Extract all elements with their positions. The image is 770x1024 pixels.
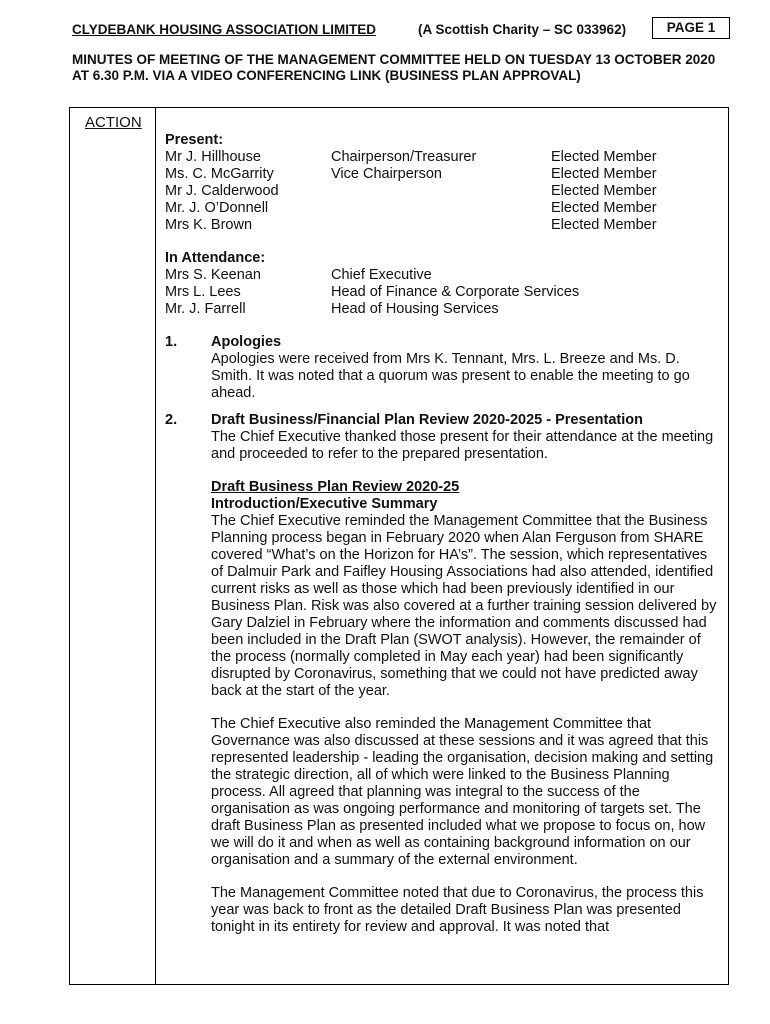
section-subheading: Introduction/Executive Summary xyxy=(211,496,438,512)
action-column-label: ACTION xyxy=(85,114,142,131)
section-heading: Draft Business Plan Review 2020-25 xyxy=(211,479,460,495)
present-row: Mr J. Hillhouse Chairperson/Treasurer Elected Member xyxy=(165,149,657,165)
item-heading: Apologies xyxy=(211,334,282,350)
section-paragraph: The Chief Executive also reminded the Management Committee that Governance was also discussed at these sessions and it was agreed that this represented leadership - leading the organisation, decision making and setting the strategic direction, all of which were linked to the Business Planning process. All agreed that planning was integral to the success of the organisation as was ongoing performance and monitoring of targets set. The draft Business Plan as presented included what we propose to focus on, how we will do it and when as well as containing background information on our organisation and a summary of the external environment. xyxy=(211,716,714,868)
agenda-item-1: 1. Apologies Apologies were received from Mrs K. Tennant, Mrs. L. Breeze and Ms. D. Smith. It was noted that a quorum was present to enable the meeting to go ahead. xyxy=(165,334,717,402)
present-heading: Present: xyxy=(165,132,224,148)
attendance-row: Mrs L. Lees Head of Finance & Corporate Services xyxy=(165,284,580,300)
section-paragraph: The Management Committee noted that due to Coronavirus, the process this year was back to front as the detailed Draft Business Plan was presented tonight in its entirety for review and approval. It was noted that xyxy=(211,885,704,935)
action-column-divider xyxy=(155,108,156,984)
document-header xyxy=(72,22,627,37)
minutes-frame xyxy=(69,107,729,985)
present-row: Mr. J. O’Donnell Elected Member xyxy=(165,200,657,216)
attendance-row: Mrs S. Keenan Chief Executive xyxy=(165,267,432,283)
page-number-box: PAGE 1 xyxy=(652,17,730,39)
minutes-body xyxy=(165,132,717,936)
present-row: Mr J. Calderwood Elected Member xyxy=(165,183,657,199)
present-row: Mrs K. Brown Elected Member xyxy=(165,217,657,233)
item-text: Apologies were received from Mrs K. Tennant, Mrs. L. Breeze and Ms. D. Smith. It was noted that a quorum was present to enable the meeting to go ahead. xyxy=(211,351,690,401)
item-text: The Chief Executive thanked those present for their attendance at the meeting and proceeded to refer to the prepared presentation. xyxy=(211,429,714,462)
minutes-title: MINUTES OF MEETING OF THE MANAGEMENT COMMITTEE HELD ON TUESDAY 13 OCTOBER 2020 AT 6.30 P.M. VIA A VIDEO CONFERENCING LINK (BUSINESS PLAN APPROVAL) xyxy=(72,52,716,83)
charity-number: (A Scottish Charity – SC 033962) xyxy=(418,22,627,37)
item-heading: Draft Business/Financial Plan Review 2020-2025 - Presentation xyxy=(211,412,643,428)
attendance-row: Mr. J. Farrell Head of Housing Services xyxy=(165,301,499,317)
attendance-heading: In Attendance: xyxy=(165,250,266,266)
section-paragraph: The Chief Executive reminded the Management Committee that the Business Planning process began in February 2020 when Alan Ferguson from SHARE covered “What’s on the Horizon for HA’s”. The session, which representatives of Dalmuir Park and Faifley Housing Associations had also attended, identified current risks as well as those which had been previously identified in our Business Plan. Risk was also covered at a further training session delivered by Gary Dalziel in February where the information and comments discussed had been included in the Draft Plan (SWOT analysis). However, the remainder of the process (normally completed in May each year) had been significantly disrupted by Coronavirus, something that we could not have predicted away back at the start of the year. xyxy=(211,513,717,699)
organisation-name: CLYDEBANK HOUSING ASSOCIATION LIMITED xyxy=(72,22,377,37)
present-row: Ms. C. McGarrity Vice Chairperson Elected Member xyxy=(165,166,657,182)
agenda-item-2: 2. Draft Business/Financial Plan Review 2020-2025 - Presentation The Chief Executive thanked those present for their attendance at the meeting and proceeded to refer to the prepared presentation. xyxy=(165,412,717,463)
